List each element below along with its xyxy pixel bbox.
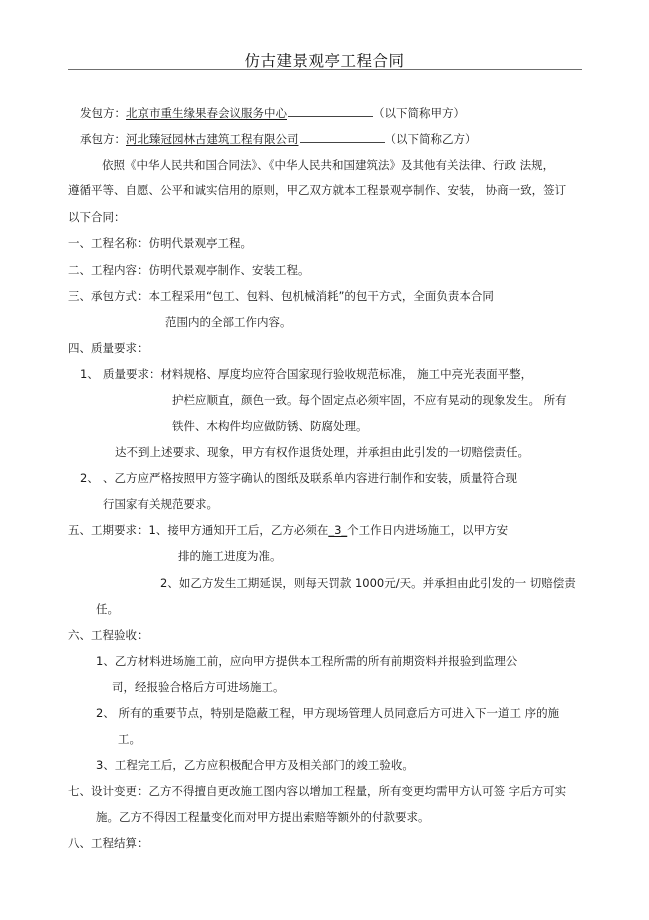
section-4-item-2-number: 2、 bbox=[80, 471, 99, 485]
section-1-project-name: 一、工程名称：仿明代景观亭工程。 bbox=[68, 236, 252, 250]
party-b-note: （以下简称乙方） bbox=[384, 132, 477, 146]
party-b-label: 承包方： bbox=[80, 132, 126, 146]
section-2-project-content: 二、工程内容：仿明代景观亭制作、安装工程。 bbox=[68, 263, 310, 277]
section-4-item-2-line-1: 、乙方应严格按照甲方签字确认的图纸及联系单内容进行制作和安装，质量符合现 bbox=[103, 471, 517, 485]
party-a-blank bbox=[288, 106, 373, 117]
section-6-item-3: 3、工程完工后，乙方应积极配合甲方及相关部门的竣工验收。 bbox=[96, 758, 414, 772]
section-5-line-1 bbox=[68, 522, 508, 538]
section-6-item-1-line-1: 1、乙方材料进场施工前，应向甲方提供本工程所需的所有前期资料并报验到监理公 bbox=[96, 654, 518, 668]
section-6-item-2-line-1: 2、 所有的重要节点，特别是隐蔽工程，甲方现场管理人员同意后方可进入下一道工 序的施 bbox=[96, 706, 560, 720]
intro-line-3: 以下合同： bbox=[68, 210, 126, 224]
section-3-line-1: 三、承包方式：本工程采用“包工、包料、包机械消耗”的包干方式，全面负责本合同 bbox=[68, 289, 494, 303]
section-4-item-1-line-2: 护栏应顺直，颜色一致。每个固定点必须牢固，不应有晃动的现象发生。 所有 bbox=[172, 393, 567, 407]
section-4-item-1-line-4: 达不到上述要求、现象，甲方有权作退货处理，并承担由此引发的一切赔偿责任。 bbox=[115, 445, 529, 459]
section-5-line-4: 任。 bbox=[96, 602, 119, 616]
section-4-item-2-line-2: 行国家有关规范要求。 bbox=[103, 497, 218, 511]
section-4-item-1-number: 1、 bbox=[80, 367, 99, 381]
section-5-line-1-pre: 五、工期要求：1、接甲方通知开工后，乙方必须在 bbox=[68, 523, 329, 537]
party-b-line bbox=[80, 131, 477, 147]
section-6-item-1-line-2: 司，经报验合格后方可进场施工。 bbox=[112, 680, 285, 694]
party-a-label: 发包方： bbox=[80, 106, 126, 120]
section-6-item-2-line-2: 工。 bbox=[118, 732, 141, 746]
party-a-line bbox=[80, 105, 465, 121]
intro-line-2: 遵循平等、自愿、公平和诚实信用的原则，甲乙双方就本工程景观亭制作、安装， 协商一致，签订 bbox=[68, 183, 567, 197]
section-7-line-2: 施。乙方不得因工程量变化而对甲方提出索赔等额外的付款要求。 bbox=[96, 810, 430, 824]
intro-line-1: 依照《中华人民共和国合同法》、《中华人民共和国建筑法》及其他有关法律、行政 法规， bbox=[102, 158, 555, 172]
section-5-days-value: _3_ bbox=[328, 523, 348, 537]
section-6-heading: 六、工程验收： bbox=[68, 628, 149, 642]
section-4-item-1-line-3: 铁件、木构件均应做防锈、防腐处理。 bbox=[172, 419, 368, 433]
section-4-heading: 四、质量要求： bbox=[68, 341, 149, 355]
section-7-line-1: 七、设计变更：乙方不得擅自更改施工图内容以增加工程量，所有变更均需甲方认可签 字后方可实 bbox=[68, 784, 567, 798]
party-b-blank bbox=[300, 132, 385, 143]
party-a-note: （以下简称甲方） bbox=[373, 106, 465, 120]
section-3-line-2: 范围内的全部工作内容。 bbox=[165, 315, 292, 329]
section-5-line-1-post: 个工作日内进场施工，以甲方安 bbox=[347, 523, 509, 537]
section-8-heading: 八、工程结算： bbox=[68, 836, 149, 850]
party-b-name: 河北臻冠园林古建筑工程有限公司 bbox=[126, 132, 299, 146]
party-a-name: 北京市重生缘果春会议服务中心 bbox=[126, 106, 287, 120]
section-5-line-2: 排的施工进度为准。 bbox=[178, 549, 282, 563]
section-4-item-1-line-1: 质量要求：材料规格、厚度均应符合国家现行验收规范标准， 施工中亮光表面平整， bbox=[103, 367, 533, 381]
title-rule bbox=[68, 69, 582, 70]
contract-title: 仿古建景观亭工程合同 bbox=[244, 52, 405, 70]
section-5-line-3: 2、如乙方发生工期延误，则每天罚款 1000元/天。并承担由此引发的一 切赔偿责 bbox=[160, 576, 576, 590]
